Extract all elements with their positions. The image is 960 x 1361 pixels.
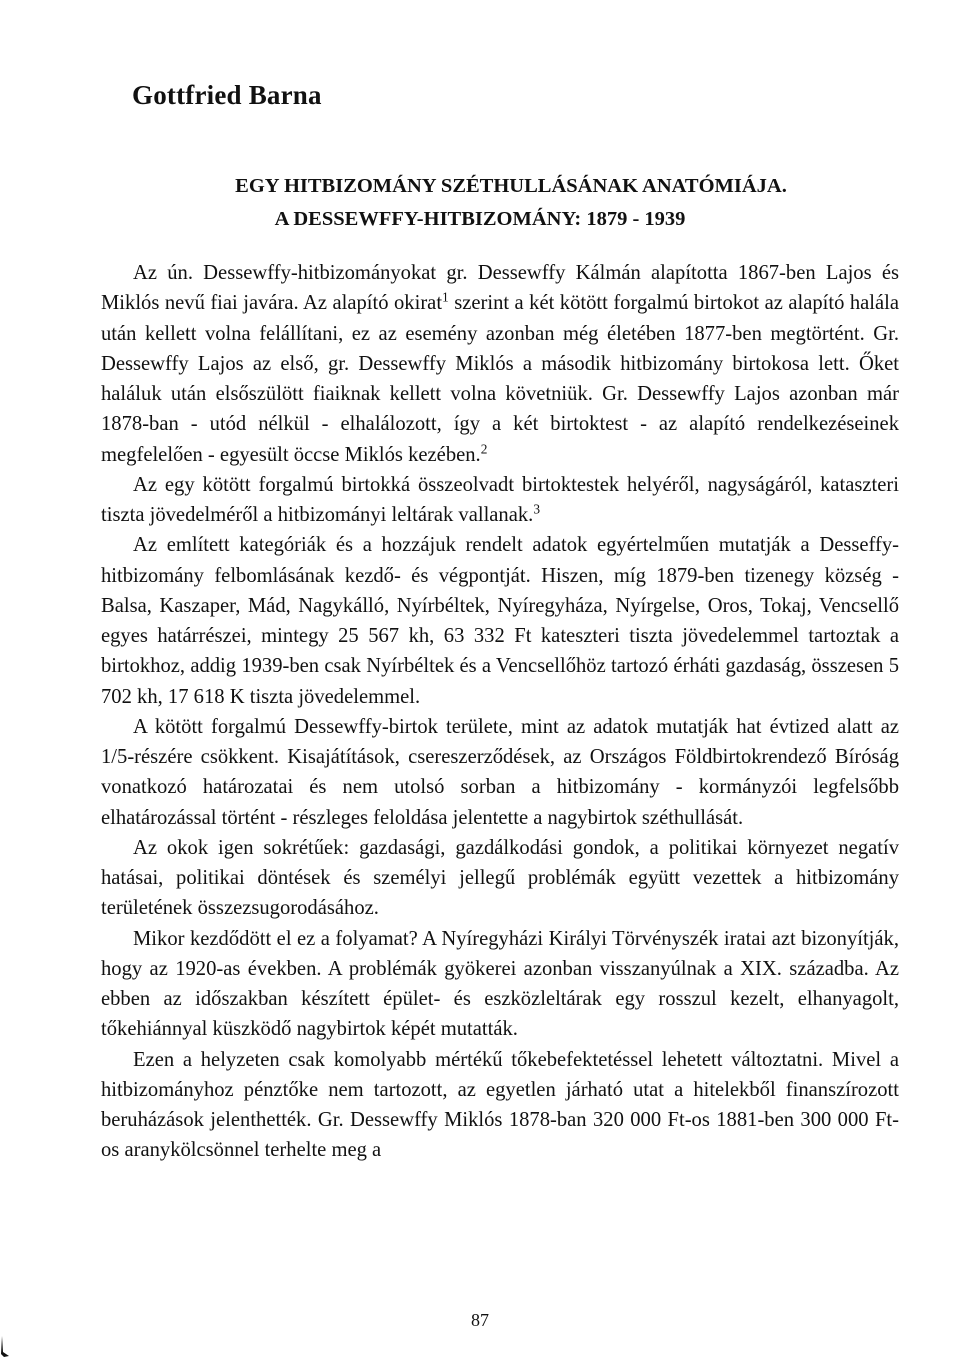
body-paragraph bbox=[101, 470, 899, 531]
paragraph-text: Az ún. Dessewffy-hitbizományokat gr. Dessewffy Kálmán alapította 1867-ben Lajos és Miklós nevű fiai javára. Az alapító okirat bbox=[101, 262, 899, 315]
page-number: 87 bbox=[471, 1310, 489, 1330]
body-paragraph bbox=[101, 530, 899, 712]
article-title bbox=[0, 170, 960, 236]
body-paragraph bbox=[101, 712, 899, 833]
paragraph-text: Mikor kezdődött el ez a folyamat? A Nyíregyházi Királyi Törvényszék iratai azt bizonyítják, hogy az 1920-as években. A problémák gyökerei azonban visszanyúlnak a XIX. századba. Az ebben az időszakban készített épület- és eszközleltárak egy rosszul kezelt, elhanyagolt, tőkehiánnyal küszködő nagybirtok képét mutatták. bbox=[101, 927, 899, 1041]
paragraph-text: Az említett kategóriák és a hozzájuk rendelt adatok egyértelműen mutatják a Desseffy-hitbizomány felbomlásának kezdő- és végpontját. Hiszen, míg 1879-ben tizenegy község - Balsa, Kaszaper, Mád, Nagykálló, Nyírbéltek, Nyíregyháza, Nyírgelse, Oros, Tokaj, Vencsellő egyes határrészei, mintegy 25 567 kh, 63 332 Ft kateszteri tiszta jövedelemmel tartoztak a birtokhoz, addig 1939-ben csak Nyírbéltek és a Vencsellőhöz tartozó érháti gazdaság, összesen 5 702 kh, 17 618 K tiszta jövedelemmel. bbox=[101, 534, 899, 708]
body-paragraph bbox=[101, 833, 899, 924]
body-paragraph bbox=[101, 1045, 899, 1166]
footnote-reference[interactable]: 3 bbox=[533, 501, 540, 517]
title-line-2: A DESSEWFFY-HITBIZOMÁNY: 1879 - 1939 bbox=[274, 208, 686, 230]
paragraph-text: Az okok igen sokrétűek: gazdasági, gazdálkodási gondok, a politikai környezet negatív hatásai, politikai döntések és személyi jellegű problémák együtt vezettek a hitbizomány területének összezsugorodásához. bbox=[101, 836, 899, 920]
body-paragraph bbox=[101, 924, 899, 1045]
paragraph-text: Az egy kötött forgalmú birtokká összeolvadt birtoktestek helyéről, nagyságáról, kataszteri tiszta jövedelméről a hitbizományi leltárak vallanak. bbox=[101, 473, 899, 526]
article-body bbox=[101, 258, 899, 1166]
paragraph-text: Ezen a helyzeten csak komolyabb mértékű tőkebefektetéssel lehetett változtatni. Mivel a hitbizományhoz pénztőke nem tartozott, az egyetlen járható utat a hitelekből finanszírozott beruházások jelenthették. Gr. Dessewffy Miklós 1878-ban 320 000 Ft-os 1881-ben 300 000 Ft-os aranykölcsönnel terhelte meg a bbox=[101, 1048, 899, 1162]
author-name: Gottfried Barna bbox=[132, 80, 322, 110]
footnote-reference[interactable]: 1 bbox=[442, 289, 449, 305]
corner-scan-mark bbox=[0, 1336, 12, 1358]
footnote-reference[interactable]: 2 bbox=[480, 441, 488, 457]
paragraph-text: A kötött forgalmú Dessewffy-birtok területe, mint az adatok mutatják hat évtized alatt az 1/5-részére csökkent. Kisajátítások, csereszerződések, az Országos Földbirtokrendező Bíróság vonatkozó határozatai és nem utolsó sorban a hitbizomány - kormányzói legfelsőbb elhatározással történt - részleges feloldása jelentette a nagybirtok széthullását. bbox=[101, 715, 899, 829]
body-paragraph bbox=[101, 258, 899, 470]
paragraph-text: szerint a két kötött forgalmú birtokot az alapító halála után kellett volna felállítani, ez az esemény azonban még életében 1877-ben megtörtént. Gr. Dessewffy Lajos az első, gr. Dessewffy Miklós a második hitbizomány birtokosa lett. Őket haláluk után elsőszülött fiaiknak kellett volna követniük. Gr. Dessewffy Lajos azonban már 1878-ban - utód nélkül - elhalálozott, így a két birtoktest - az alapító rendelkezéseinek megfelelően - egyesült öccse Miklós kezében. bbox=[101, 292, 899, 466]
title-line-1: EGY HITBIZOMÁNY SZÉTHULLÁSÁNAK ANATÓMIÁJA. bbox=[235, 175, 787, 197]
